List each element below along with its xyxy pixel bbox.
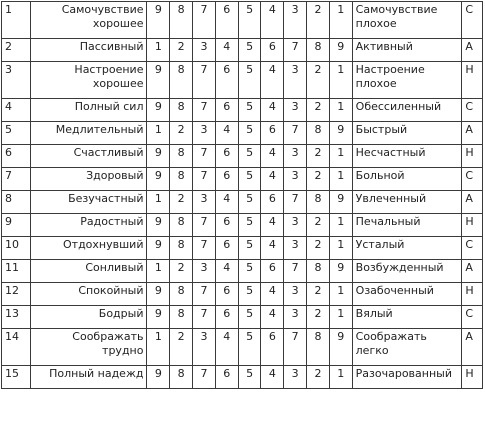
scale-value: 8	[170, 283, 193, 306]
scale-value: 8	[170, 306, 193, 329]
negative-pole-label: Больной	[352, 168, 462, 191]
negative-pole-label: Печальный	[352, 214, 462, 237]
scale-value: 6	[215, 2, 238, 39]
scale-value: 1	[329, 168, 352, 191]
category-code: Н	[462, 214, 483, 237]
scale-value: 4	[215, 39, 238, 62]
scale-value: 5	[238, 2, 261, 39]
scale-value: 4	[261, 168, 284, 191]
scale-value: 9	[329, 122, 352, 145]
scale-value: 7	[193, 366, 216, 389]
scale-value: 7	[284, 39, 307, 62]
negative-pole-label: Обессиленный	[352, 99, 462, 122]
row-number: 4	[2, 99, 31, 122]
scale-value: 2	[307, 99, 330, 122]
scale-value: 9	[147, 283, 170, 306]
scale-value: 3	[284, 214, 307, 237]
scale-value: 2	[170, 329, 193, 366]
scale-value: 2	[307, 62, 330, 99]
positive-pole-label: Сонливый	[31, 260, 147, 283]
scale-value: 9	[329, 191, 352, 214]
table-row	[2, 260, 483, 283]
scale-value: 4	[261, 306, 284, 329]
scale-value: 4	[215, 191, 238, 214]
scale-value: 6	[261, 329, 284, 366]
table-row	[2, 39, 483, 62]
scale-value: 3	[284, 99, 307, 122]
positive-pole-label: Бодрый	[31, 306, 147, 329]
scale-value: 2	[307, 145, 330, 168]
scale-value: 4	[261, 62, 284, 99]
category-code: Н	[462, 283, 483, 306]
scale-value: 4	[215, 260, 238, 283]
table-row	[2, 99, 483, 122]
scale-value: 7	[284, 122, 307, 145]
scale-value: 9	[329, 329, 352, 366]
scale-value: 4	[261, 99, 284, 122]
scale-value: 2	[170, 260, 193, 283]
scale-value: 2	[307, 366, 330, 389]
scale-value: 1	[329, 145, 352, 168]
scale-value: 4	[261, 145, 284, 168]
scale-value: 8	[307, 191, 330, 214]
scale-value: 8	[170, 99, 193, 122]
negative-pole-label: Возбужденный	[352, 260, 462, 283]
positive-pole-label: Спокойный	[31, 283, 147, 306]
category-code: С	[462, 168, 483, 191]
scale-value: 3	[193, 260, 216, 283]
scale-value: 5	[238, 260, 261, 283]
scale-value: 1	[147, 39, 170, 62]
scale-value: 1	[329, 99, 352, 122]
row-number: 14	[2, 329, 31, 366]
row-number: 15	[2, 366, 31, 389]
category-code: С	[462, 2, 483, 39]
scale-value: 3	[193, 122, 216, 145]
category-code: А	[462, 191, 483, 214]
scale-value: 5	[238, 145, 261, 168]
scale-value: 6	[215, 214, 238, 237]
table-row	[2, 214, 483, 237]
scale-value: 3	[284, 145, 307, 168]
scale-value: 2	[307, 306, 330, 329]
negative-pole-label: Несчастный	[352, 145, 462, 168]
negative-pole-label: Разочарованный	[352, 366, 462, 389]
scale-value: 8	[307, 122, 330, 145]
scale-value: 5	[238, 214, 261, 237]
row-number: 11	[2, 260, 31, 283]
positive-pole-label: Пассивный	[31, 39, 147, 62]
scale-value: 7	[193, 99, 216, 122]
row-number: 5	[2, 122, 31, 145]
positive-pole-label: Безучастный	[31, 191, 147, 214]
scale-value: 6	[261, 260, 284, 283]
scale-value: 5	[238, 168, 261, 191]
scale-value: 9	[147, 237, 170, 260]
scale-value: 1	[147, 191, 170, 214]
positive-pole-label: Самочувствие хорошее	[31, 2, 147, 39]
table-row	[2, 306, 483, 329]
scale-value: 9	[147, 366, 170, 389]
scale-value: 4	[261, 214, 284, 237]
scale-value: 3	[193, 329, 216, 366]
scale-value: 1	[329, 366, 352, 389]
scale-value: 1	[147, 329, 170, 366]
scale-value: 5	[238, 99, 261, 122]
scale-value: 2	[170, 39, 193, 62]
row-number: 12	[2, 283, 31, 306]
scale-value: 4	[261, 2, 284, 39]
scale-value: 9	[147, 62, 170, 99]
scale-value: 4	[261, 366, 284, 389]
scale-value: 4	[261, 283, 284, 306]
positive-pole-label: Радостный	[31, 214, 147, 237]
negative-pole-label: Самочувствие плохое	[352, 2, 462, 39]
scale-value: 3	[284, 168, 307, 191]
scale-value: 6	[215, 306, 238, 329]
scale-value: 1	[329, 237, 352, 260]
scale-value: 6	[215, 237, 238, 260]
scale-value: 5	[238, 62, 261, 99]
scale-value: 9	[147, 99, 170, 122]
scale-value: 8	[170, 366, 193, 389]
scale-value: 9	[147, 214, 170, 237]
positive-pole-label: Соображать трудно	[31, 329, 147, 366]
scale-value: 6	[215, 168, 238, 191]
category-code: А	[462, 260, 483, 283]
scale-value: 7	[193, 2, 216, 39]
negative-pole-label: Усталый	[352, 237, 462, 260]
category-code: С	[462, 237, 483, 260]
negative-pole-label: Соображать легко	[352, 329, 462, 366]
scale-value: 9	[147, 2, 170, 39]
scale-value: 8	[170, 214, 193, 237]
scale-value: 5	[238, 306, 261, 329]
row-number: 2	[2, 39, 31, 62]
scale-value: 3	[284, 237, 307, 260]
scale-value: 2	[170, 191, 193, 214]
scale-value: 9	[329, 39, 352, 62]
table-row	[2, 122, 483, 145]
scale-value: 5	[238, 39, 261, 62]
scale-value: 7	[193, 237, 216, 260]
scale-value: 7	[193, 62, 216, 99]
row-number: 3	[2, 62, 31, 99]
scale-value: 5	[238, 283, 261, 306]
category-code: А	[462, 39, 483, 62]
scale-value: 2	[307, 168, 330, 191]
scale-value: 7	[193, 145, 216, 168]
negative-pole-label: Озабоченный	[352, 283, 462, 306]
scale-value: 9	[147, 168, 170, 191]
table-row	[2, 237, 483, 260]
scale-value: 7	[193, 214, 216, 237]
scale-value: 7	[284, 191, 307, 214]
scale-value: 5	[238, 122, 261, 145]
row-number: 10	[2, 237, 31, 260]
scale-value: 4	[215, 122, 238, 145]
row-number: 7	[2, 168, 31, 191]
scale-value: 1	[329, 2, 352, 39]
scale-value: 5	[238, 329, 261, 366]
category-code: А	[462, 329, 483, 366]
scale-value: 6	[215, 283, 238, 306]
table-row	[2, 329, 483, 366]
scale-value: 3	[284, 283, 307, 306]
row-number: 1	[2, 2, 31, 39]
scale-value: 7	[193, 306, 216, 329]
scale-value: 8	[170, 145, 193, 168]
scale-value: 4	[215, 329, 238, 366]
positive-pole-label: Отдохнувший	[31, 237, 147, 260]
category-code: Н	[462, 145, 483, 168]
scale-value: 3	[193, 191, 216, 214]
table-row	[2, 283, 483, 306]
negative-pole-label: Вялый	[352, 306, 462, 329]
scale-value: 7	[193, 283, 216, 306]
table-body	[2, 2, 483, 389]
scale-value: 6	[215, 145, 238, 168]
scale-value: 2	[307, 214, 330, 237]
table-row	[2, 2, 483, 39]
scale-value: 8	[307, 39, 330, 62]
category-code: Н	[462, 366, 483, 389]
scale-value: 2	[307, 283, 330, 306]
scale-value: 2	[170, 122, 193, 145]
scale-value: 8	[170, 62, 193, 99]
row-number: 9	[2, 214, 31, 237]
scale-value: 6	[261, 39, 284, 62]
san-questionnaire-table	[1, 1, 483, 389]
scale-value: 5	[238, 237, 261, 260]
scale-value: 9	[147, 145, 170, 168]
scale-value: 7	[284, 329, 307, 366]
negative-pole-label: Увлеченный	[352, 191, 462, 214]
scale-value: 3	[193, 39, 216, 62]
scale-value: 1	[329, 306, 352, 329]
scale-value: 8	[307, 329, 330, 366]
table-row	[2, 62, 483, 99]
scale-value: 3	[284, 306, 307, 329]
positive-pole-label: Настроение хорошее	[31, 62, 147, 99]
scale-value: 6	[215, 62, 238, 99]
positive-pole-label: Медлительный	[31, 122, 147, 145]
positive-pole-label: Счастливый	[31, 145, 147, 168]
scale-value: 3	[284, 366, 307, 389]
table-row	[2, 366, 483, 389]
table-row	[2, 145, 483, 168]
category-code: С	[462, 99, 483, 122]
scale-value: 5	[238, 191, 261, 214]
scale-value: 8	[170, 168, 193, 191]
scale-value: 5	[238, 366, 261, 389]
row-number: 6	[2, 145, 31, 168]
scale-value: 8	[170, 2, 193, 39]
row-number: 13	[2, 306, 31, 329]
scale-value: 1	[329, 214, 352, 237]
scale-value: 6	[215, 366, 238, 389]
scale-value: 6	[215, 99, 238, 122]
category-code: А	[462, 122, 483, 145]
negative-pole-label: Активный	[352, 39, 462, 62]
positive-pole-label: Полный надежд	[31, 366, 147, 389]
scale-value: 1	[147, 260, 170, 283]
positive-pole-label: Полный сил	[31, 99, 147, 122]
category-code: Н	[462, 62, 483, 99]
scale-value: 8	[307, 260, 330, 283]
negative-pole-label: Быстрый	[352, 122, 462, 145]
scale-value: 3	[284, 2, 307, 39]
scale-value: 2	[307, 2, 330, 39]
scale-value: 9	[147, 306, 170, 329]
scale-value: 9	[329, 260, 352, 283]
category-code: С	[462, 306, 483, 329]
positive-pole-label: Здоровый	[31, 168, 147, 191]
scale-value: 1	[329, 62, 352, 99]
scale-value: 3	[284, 62, 307, 99]
scale-value: 2	[307, 237, 330, 260]
row-number: 8	[2, 191, 31, 214]
scale-value: 8	[170, 237, 193, 260]
scale-value: 1	[147, 122, 170, 145]
table-row	[2, 168, 483, 191]
scale-value: 6	[261, 122, 284, 145]
scale-value: 6	[261, 191, 284, 214]
scale-value: 4	[261, 237, 284, 260]
scale-value: 7	[284, 260, 307, 283]
negative-pole-label: Настроение плохое	[352, 62, 462, 99]
scale-value: 7	[193, 168, 216, 191]
table-row	[2, 191, 483, 214]
scale-value: 1	[329, 283, 352, 306]
